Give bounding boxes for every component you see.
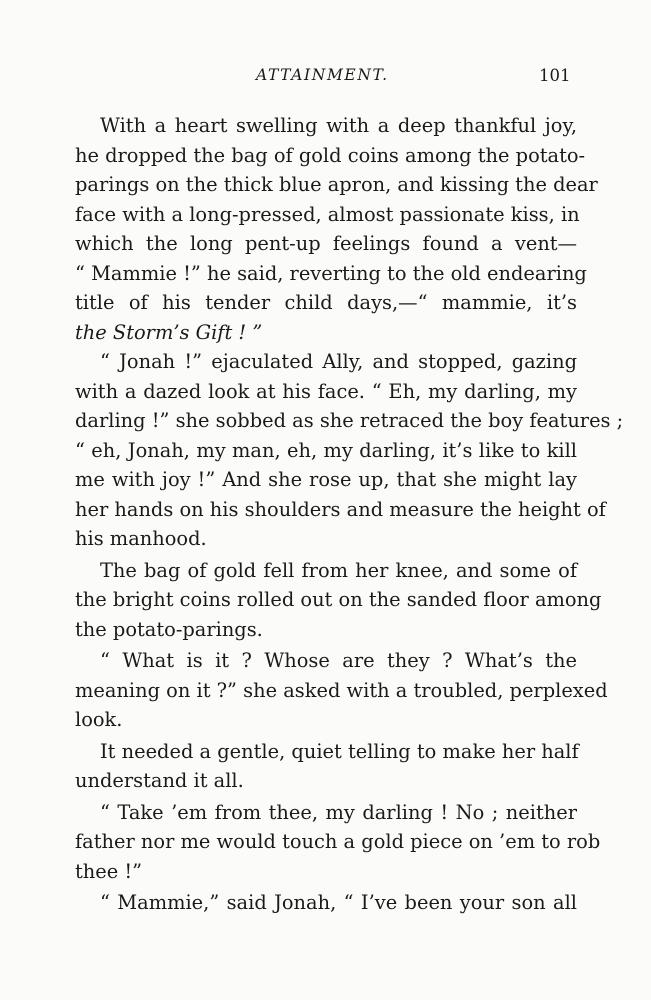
running-title: ATTAINMENT. bbox=[256, 66, 389, 84]
text-line: understand it all. bbox=[75, 769, 244, 792]
text-line: “ Mammie,” said Jonah, “ I’ve been your son all bbox=[100, 891, 577, 914]
text-line: “ Take ’em from thee, my darling ! No ; neither bbox=[100, 800, 577, 824]
text-line: his manhood. bbox=[75, 527, 207, 550]
page-header bbox=[0, 66, 651, 90]
text-line: parings on the thick blue apron, and kissing the dear bbox=[75, 173, 598, 196]
text-line: meaning on it ?” she asked with a troubled, perplexed bbox=[75, 678, 608, 702]
text-line: the potato-parings. bbox=[75, 617, 263, 641]
text-line: he dropped the bag of gold coins among the potato- bbox=[75, 143, 586, 167]
text-line: face with a long-pressed, almost passionate kiss, in bbox=[75, 202, 580, 226]
text-line: father nor me would touch a gold piece on ’em to rob bbox=[75, 830, 601, 853]
text-line: with a dazed look at his face. “ Eh, my darling, my bbox=[75, 379, 577, 403]
text-line: “ eh, Jonah, my man, eh, my darling, it’s like to kill bbox=[75, 438, 577, 462]
page-number: 101 bbox=[539, 66, 571, 85]
text-line: “ Jonah !” ejaculated Ally, and stopped, gazing bbox=[100, 350, 577, 373]
text-line: It needed a gentle, quiet telling to make her half bbox=[100, 739, 579, 763]
text-line: darling !” she sobbed as she retraced the boy features ; bbox=[75, 409, 624, 432]
text-line: thee !” bbox=[75, 859, 143, 883]
text-line: which the long pent-up feelings found a vent— bbox=[75, 232, 577, 255]
text-line: me with joy !” And she rose up, that she might lay bbox=[75, 468, 577, 491]
text-line: The bag of gold fell from her knee, and some of bbox=[100, 558, 577, 582]
text-line: “ What is it ? Whose are they ? What’s the bbox=[100, 649, 577, 672]
text-line-italic: the Storm’s Gift ! ” bbox=[75, 320, 263, 344]
text-line: look. bbox=[75, 708, 123, 731]
text-line: her hands on his shoulders and measure the height of bbox=[75, 497, 606, 521]
body-text bbox=[75, 111, 624, 918]
text-line: With a heart swelling with a deep thankful joy, bbox=[100, 114, 577, 137]
text-line: “ Mammie !” he said, reverting to the old endearing bbox=[75, 261, 587, 285]
text-line: the bright coins rolled out on the sanded floor among bbox=[75, 588, 602, 611]
text-line: title of his tender child days,—“ mammie, it’s bbox=[75, 291, 577, 314]
